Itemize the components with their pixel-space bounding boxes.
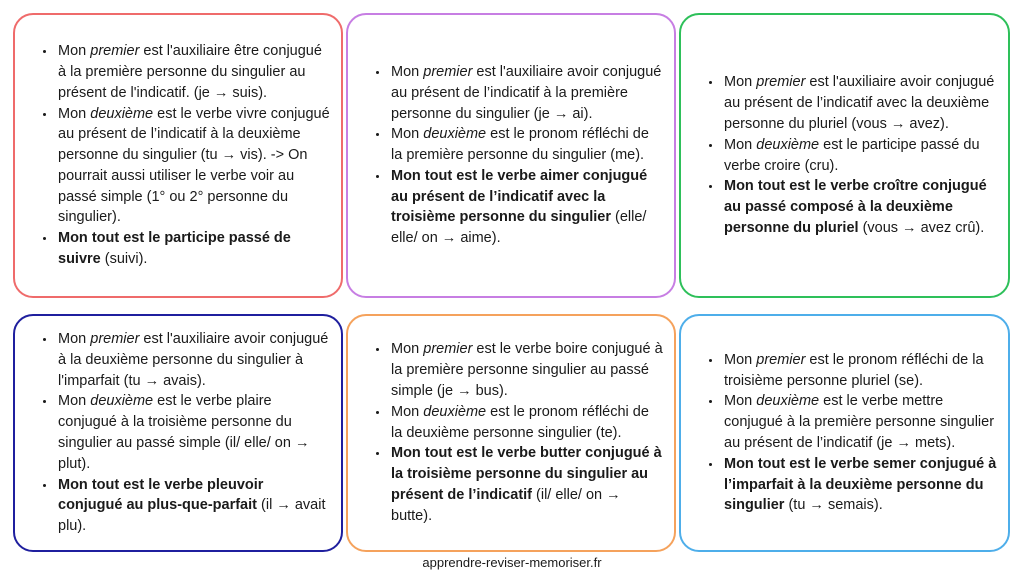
clue-keyword: deuxième xyxy=(423,126,487,143)
clue-keyword: premier xyxy=(90,43,140,60)
clue-text: est le verbe mettre conjugué à la première personne singulier au présent de l’indicatif (je → mets). xyxy=(724,393,995,451)
clue-text: Mon xyxy=(58,331,91,348)
clue-text: est le pronom réfléchi de la deuxième personne singulier (te). xyxy=(391,403,649,441)
clue-item xyxy=(389,124,664,166)
riddle-list xyxy=(348,339,674,526)
clue-keyword: deuxième xyxy=(756,136,820,153)
clue-text: est le pronom réfléchi de la troisième personne pluriel (se). xyxy=(724,351,984,389)
clue-text: est l'auxiliaire avoir conjugué à la deuxième personne du singulier à l'imparfait (tu → avais). xyxy=(58,331,329,389)
clue-answer-text: Mon tout est le verbe pleuvoir conjugué au plus-que-parfait xyxy=(58,476,264,514)
clue-keyword: premier xyxy=(423,341,473,358)
clue-text: (elle/ elle/ on → aime). xyxy=(391,209,647,247)
clue-keyword: premier xyxy=(756,74,806,91)
clue-keyword: deuxième xyxy=(90,393,154,410)
clue-text: Mon xyxy=(391,403,424,420)
riddle-list xyxy=(15,329,341,537)
clue-item xyxy=(389,402,664,444)
clue-text: Mon xyxy=(58,105,91,122)
riddle-list xyxy=(681,350,1008,516)
riddle-card-4 xyxy=(13,314,343,552)
clue-answer-text: Mon tout est le verbe semer conjugué à l’imparfait à la deuxième personne du singulier xyxy=(724,455,997,514)
clue-item xyxy=(389,62,664,124)
clue-item xyxy=(56,41,331,103)
clue-answer-text: Mon tout est le verbe aimer conjugué au présent de l’indicatif avec la troisième personne du singulier xyxy=(391,167,648,226)
riddle-list xyxy=(348,62,674,249)
clue-text: Mon xyxy=(724,136,757,153)
clue-text: est le verbe plaire conjugué à la troisième personne du singulier au passé simple (il/ elle/ on → plut). xyxy=(58,393,310,472)
clue-text: Mon xyxy=(391,126,424,143)
riddle-list xyxy=(681,72,1008,238)
riddle-card-3 xyxy=(679,13,1010,298)
clue-item xyxy=(722,391,998,453)
clue-item xyxy=(56,391,331,474)
clue-keyword: premier xyxy=(423,63,473,80)
clue-answer-text: Mon tout est le verbe butter conjugué à la troisième personne du singulier au présent de l’indicatif xyxy=(391,445,662,503)
clue-text: (tu → semais). xyxy=(784,497,883,514)
clue-keyword: deuxième xyxy=(423,403,487,420)
clue-item xyxy=(722,454,998,516)
clue-text: (il → avait plu). xyxy=(58,497,326,535)
clue-text: Mon xyxy=(391,341,424,358)
clue-keyword: premier xyxy=(756,351,806,368)
clue-text: (il/ elle/ on → butte). xyxy=(391,486,621,524)
clue-text: est le participe passé du verbe croire (cru). xyxy=(724,136,980,174)
riddle-card-2 xyxy=(346,13,676,298)
clue-item xyxy=(722,350,998,392)
clue-item xyxy=(56,104,331,229)
site-footer-url: apprendre-reviser-memoriser.fr xyxy=(422,555,602,570)
clue-text: est le verbe vivre conjugué au présent de l’indicatif à la deuxième personne du singulier (tu → vis). -> On pourrait aussi utiliser le verbe voir au passé simple (1° ou 2° personne du singulier). xyxy=(58,105,330,226)
clue-text: (vous → avez crû). xyxy=(858,219,985,236)
clue-text: est l'auxiliaire avoir conjugué au présent de l’indicatif à la première personne du singulier (je → ai). xyxy=(391,63,662,122)
clue-text: est l'auxiliaire avoir conjugué au présent de l’indicatif avec la deuxième personne du pluriel (vous → avez). xyxy=(724,74,995,132)
clue-keyword: premier xyxy=(90,331,140,348)
clue-item xyxy=(389,443,664,526)
clue-keyword: deuxième xyxy=(756,393,820,410)
clue-text: Mon xyxy=(58,393,91,410)
clue-text: est le verbe boire conjugué à la première personne singulier au passé simple (je → bus). xyxy=(391,341,663,399)
clue-item xyxy=(389,339,664,401)
clue-text: Mon xyxy=(724,393,757,410)
clue-item xyxy=(56,228,331,270)
clue-text: Mon xyxy=(58,43,91,60)
riddle-card-6 xyxy=(679,314,1010,552)
clue-text: Mon xyxy=(391,63,424,80)
riddle-list xyxy=(15,41,341,270)
clue-item xyxy=(722,135,998,177)
clue-item xyxy=(56,475,331,537)
clue-keyword: deuxième xyxy=(90,105,154,122)
clue-text: est l'auxiliaire être conjugué à la première personne du singulier au présent de l'indicatif. (je → suis). xyxy=(58,43,322,101)
riddle-card-1 xyxy=(13,13,343,298)
clue-answer-text: Mon tout est le participe passé de suivre xyxy=(58,230,291,268)
clue-text: Mon xyxy=(724,74,757,91)
clue-item xyxy=(56,329,331,391)
riddle-card-5 xyxy=(346,314,676,552)
clue-item xyxy=(722,176,998,238)
clue-item xyxy=(722,72,998,134)
clue-text: est le pronom réfléchi de la première personne du singulier (me). xyxy=(391,126,649,164)
clue-text: (suivi). xyxy=(100,251,148,268)
clue-text: Mon xyxy=(724,351,757,368)
clue-item xyxy=(389,166,664,249)
clue-answer-text: Mon tout est le verbe croître conjugué au passé composé à la deuxième personne du pluriel xyxy=(724,178,987,236)
